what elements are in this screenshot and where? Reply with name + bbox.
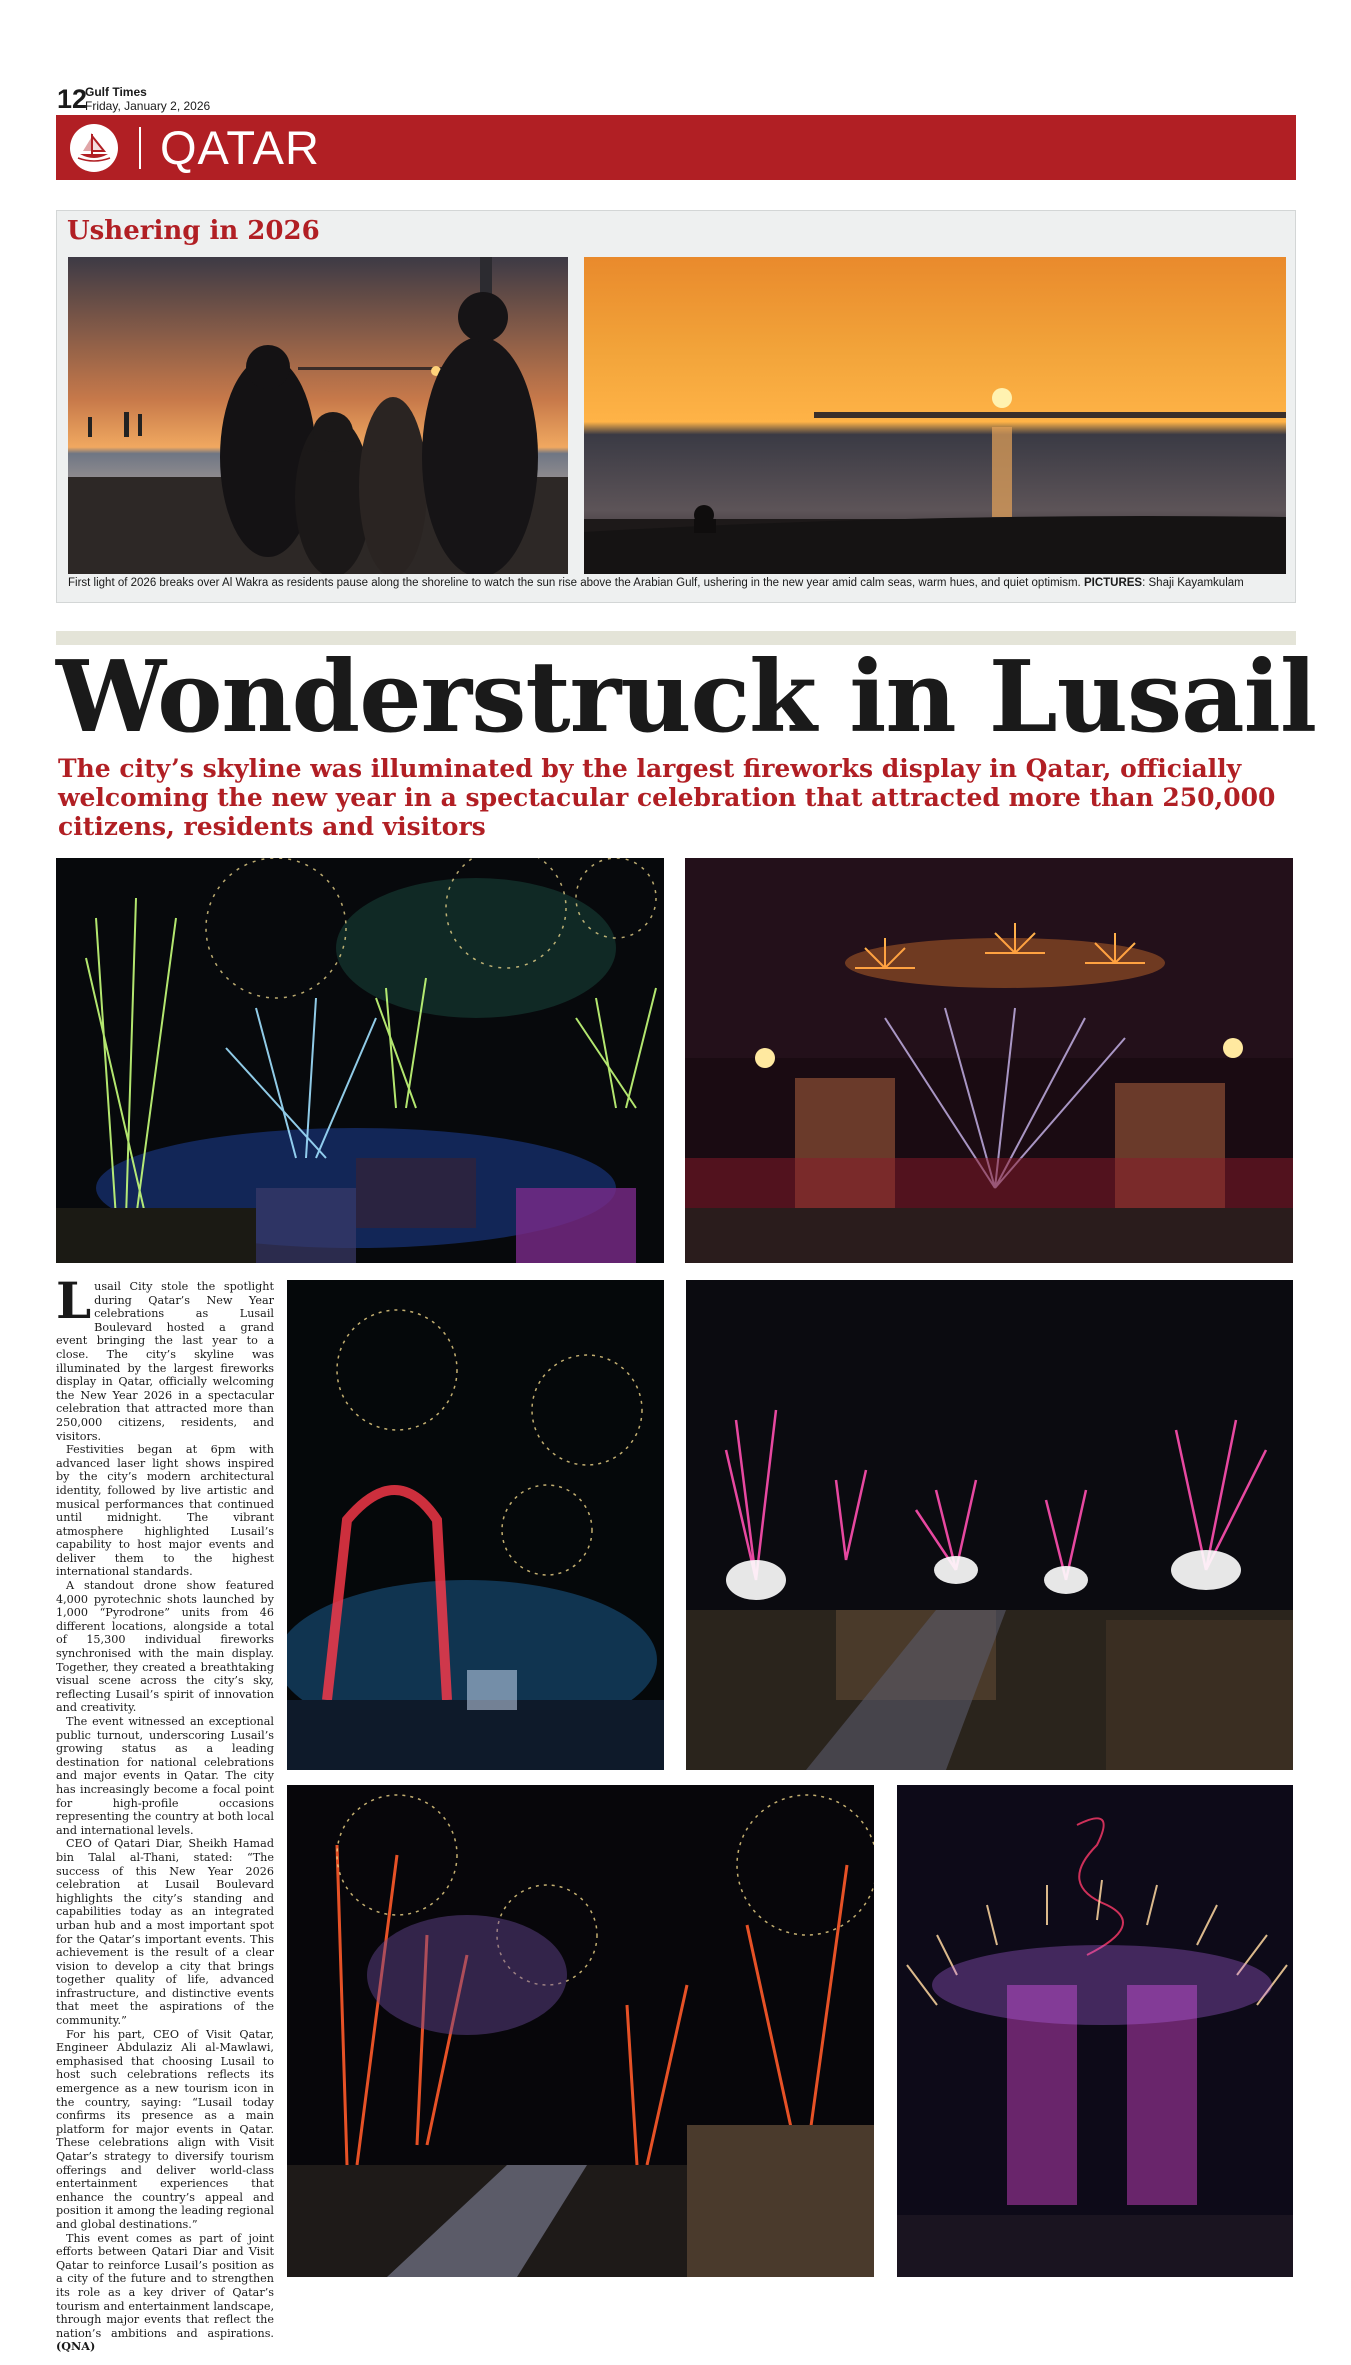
section-title: QATAR [160,121,320,174]
banner-divider [139,127,141,169]
photo-fireworks-stage [685,858,1293,1263]
article-body [56,1271,274,2354]
publication-name: Gulf Times [85,85,147,99]
photo-box-title: Ushering in 2026 [67,216,320,246]
caption-credit-name: : Shaji Kayamkulam [1142,577,1244,589]
article-paragraph: This event comes as part of joint efforts between Qatari Diar and Visit Qatar to reinforce Lusail’s position as a city of the future and to strengthen its role as a key driver of Qatar’s tourism and entertainment landscape, through major events that reflect the nation’s ambitions and aspirations. (QNA) [56,2231,274,2354]
article-source: (QNA) [56,2339,96,2354]
article-paragraph: The event witnessed an exceptional public turnout, underscoring Lusail’s growing status as a leading destination for national celebrations and major events in Qatar. The city has increasingly become a focal point for high-profile occasions representing the country at both local and international levels. [56,1715,274,1837]
photo-fireworks-pink [686,1280,1293,1770]
standfirst: The city’s skyline was illuminated by the largest fireworks display in Qatar, officially welcoming the new year in a spectacular celebration that attracted more than 250,000 citizens, residents and visitors [58,754,1276,841]
headline: Wonderstruck in Lusail [56,640,1317,755]
caption-text: First light of 2026 breaks over Al Wakra as residents pause along the shoreline to watch the sun rise above the Arabian Gulf, ushering in the new year amid calm seas, warm hues, and quiet optimism. [68,577,1081,589]
photo-fireworks-towers [897,1785,1293,2277]
dhow-logo-icon [70,124,118,172]
photo-fireworks-red [287,1785,874,2277]
caption-credit-label: PICTURES [1083,577,1143,589]
photo-fireworks-skyline [56,858,664,1263]
article-paragraph: CEO of Qatari Diar, Sheikh Hamad bin Talal al-Thani, stated: “The success of this New Year 2026 celebration at Lusail Boulevard highlights the city’s standing and capabilities today as an integrated urban hub and a most important spot for the Qatar’s important events. This achievement is the result of a clear vision to develop a city that brings together quality of life, advanced infrastructure, and distinctive events that meet the aspirations of the community.” [56,1837,274,2028]
photo-beach-silhouettes [68,257,568,574]
photo-fireworks-arch [287,1280,664,1770]
drop-cap: L [56,1271,92,1330]
photo-caption [68,577,1288,589]
page-number: 12 [57,84,88,114]
article-paragraph: Festivities began at 6pm with advanced laser light shows inspired by the city’s modern architectural identity, followed by live artistic and musical performances that continued until midnight. The vibrant atmosphere highlighted Lusail’s capability to host major events and deliver them to the highest international standards. [56,1443,274,1579]
article-paragraph: For his part, CEO of Visit Qatar, Engineer Abdulaziz Ali al-Mawlawi, emphasised that choosing Lusail to host such celebrations reflects its emergence as a new tourism icon in the country, saying: “Lusail today confirms its presence as a main platform for major events in Qatar. These celebrations align with Visit Qatar’s strategy to diversify tourism offerings and deliver world-class entertainment experiences that enhance the country’s appeal and position it among the leading regional and global destinations.” [56,2027,274,2231]
publication-date: Friday, January 2, 2026 [85,99,211,113]
photo-sunrise-sea [584,257,1286,574]
article-paragraph: Lusail City stole the spotlight during Qatar’s New Year celebrations as Lusail Boulevard hosted a grand event bringing the last year to a close. The city’s skyline was illuminated by the largest fireworks display in Qatar, officially welcoming the New Year 2026 in a spectacular celebration that attracted more than 250,000 citizens, residents, and visitors. [56,1271,274,1443]
article-paragraph: A standout drone show featured 4,000 pyrotechnic shots launched by 1,000 “Pyrodrone” units from 46 different locations, alongside a total of 15,300 individual fireworks synchronised with the main display. Together, they created a breathtaking visual scene across the city’s sky, reflecting Lusail’s spirit of innovation and creativity. [56,1579,274,1715]
